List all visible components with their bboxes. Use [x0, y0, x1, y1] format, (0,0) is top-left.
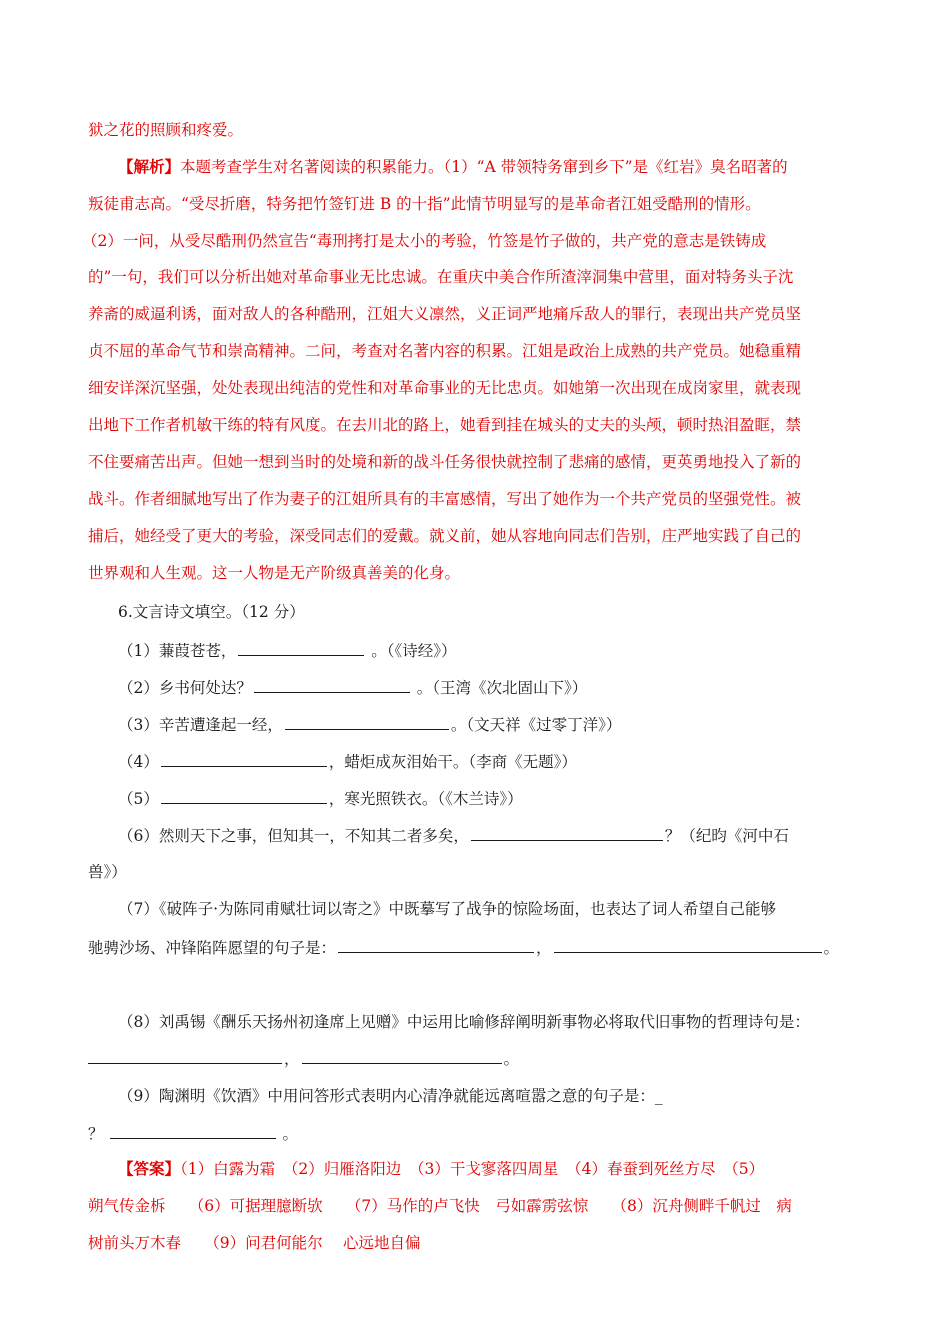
analysis-first-line — [118, 157, 788, 177]
fill-item-7: （7）《破阵子·为陈同甫赋壮词以寄之》中既摹写了战争的惊险场面，也表达了词人希望自己能够 — [118, 900, 777, 918]
analysis-line: 世界观和人生观。这一人物是无产阶级真善美的化身。 — [88, 564, 461, 582]
fill-item-4: （4） ，蜡炬成灰泪始干。（李商《无题》） — [118, 753, 577, 771]
analysis-line: 贞不屈的革命气节和崇高精神。二问，考查对名著内容的积累。江姐是政治上成熟的共产党员。她稳重精 — [88, 342, 802, 360]
answer-first-line: 【答案】（1）白露为霜 （2）归雁洛阳边 （3）干戈寥落四周星 （4）春蚕到死丝方尽 （5） — [118, 1159, 765, 1178]
answer-label: 【答案】 — [118, 1159, 181, 1178]
fill-item-2: （2）乡书何处达？ 。（王湾《次北固山下》） — [118, 679, 588, 697]
analysis-line: 养斋的威逼利诱，面对敌人的各种酷刑，江姐大义凛然，义正词严地痛斥敌人的罪行，表现出共产党员坚 — [88, 305, 802, 323]
fill-item-8-cont: ， 。 — [88, 1048, 519, 1069]
analysis-line: （2）一问，从受尽酷刑仍然宣告“毒刑拷打是太小的考验，竹签是竹子做的，共产党的意志是铁铸成 — [82, 232, 767, 250]
analysis-line: 的”一句，我们可以分析出她对革命事业无比忠诚。在重庆中美合作所渣滓洞集中营里，面对特务头子沈 — [88, 268, 794, 286]
analysis-line: 出地下工作者机敏干练的特有风度。在去川北的路上，她看到挂在城头的丈夫的头颅，顿时热泪盈眶，禁 — [88, 416, 802, 434]
answer-blank[interactable] — [110, 1123, 276, 1139]
answer-blank[interactable] — [302, 1048, 502, 1064]
fill-item-8: （8）刘禹锡《酬乐天扬州初逢席上见赠》中运用比喻修辞阐明新事物必将取代旧事物的哲理诗句是： — [118, 1013, 810, 1031]
fill-item-3: （3）辛苦遭逢起一经， 。（文天祥《过零丁洋》） — [118, 716, 622, 734]
question-title: 6.文言诗文填空。（12 分） — [118, 603, 305, 621]
answer-blank[interactable] — [238, 640, 364, 656]
answer-blank[interactable] — [554, 937, 822, 953]
answer-blank[interactable] — [161, 788, 327, 804]
fill-item-7-cont: 驰骋沙场、冲锋陷阵愿望的句子是： ， 。 — [88, 939, 840, 957]
analysis-tail: 狱之花的照顾和疼爱。 — [88, 121, 244, 139]
answer-blank[interactable] — [254, 677, 410, 693]
answer-blank[interactable] — [161, 751, 327, 767]
analysis-line: 战斗。作者细腻地写出了作为妻子的江姐所具有的丰富感情，写出了她作为一个共产党员的坚强党性。被 — [88, 490, 802, 508]
answer-line: 树前头万木春 （9）问君何能尔 心远地自偏 — [88, 1234, 421, 1252]
fill-item-5: （5） ，寒光照铁衣。（《木兰诗》） — [118, 790, 523, 808]
analysis-line: 不住要痛苦出声。但她一想到当时的处境和新的战斗任务很快就控制了悲痛的感情，更英勇地投入了新的 — [88, 453, 802, 471]
fill-item-6-cont: 兽》） — [88, 863, 127, 881]
analysis-line: 本题考查学生对名著阅读的积累能力。（1）“A 带领特务窜到乡下”是《红岩》臭名昭著的 — [180, 158, 788, 176]
fill-item-1: （1）蒹葭苍苍， 。（《诗经》） — [118, 642, 457, 660]
fill-item-9: （9）陶渊明《饮酒》中用问答形式表明内心清净就能远离喧嚣之意的句子是：_ — [118, 1087, 663, 1105]
analysis-line: 捕后，她经受了更大的考验，深受同志们的爱戴。就义前，她从容地向同志们告别，庄严地实践了自己的 — [88, 527, 802, 545]
answer-blank[interactable] — [88, 1048, 282, 1064]
analysis-line: 叛徒甫志高。“受尽折磨，特务把竹签钉进 B 的十指”此情节明显写的是革命者江姐受酷刑的情形。 — [88, 195, 761, 213]
answer-blank[interactable] — [285, 714, 449, 730]
fill-item-6: （6）然则天下之事，但知其一，不知其二者多矣， ？（纪昀《河中石 — [118, 827, 789, 845]
analysis-line: 细安详深沉坚强，处处表现出纯洁的党性和对革命事业的无比忠贞。如她第一次出现在成岗家里，就表现 — [88, 379, 802, 397]
analysis-label: 【解析】 — [118, 157, 181, 176]
answer-line: 朔气传金柝 （6）可据理臆断欤 （7）马作的卢飞快 弓如霹雳弦惊 （8）沉舟侧畔千帆过 病 — [88, 1197, 792, 1215]
answer-blank[interactable] — [338, 937, 534, 953]
fill-item-9-cont: ？ 。 — [88, 1125, 298, 1143]
answer-blank[interactable] — [471, 825, 663, 841]
